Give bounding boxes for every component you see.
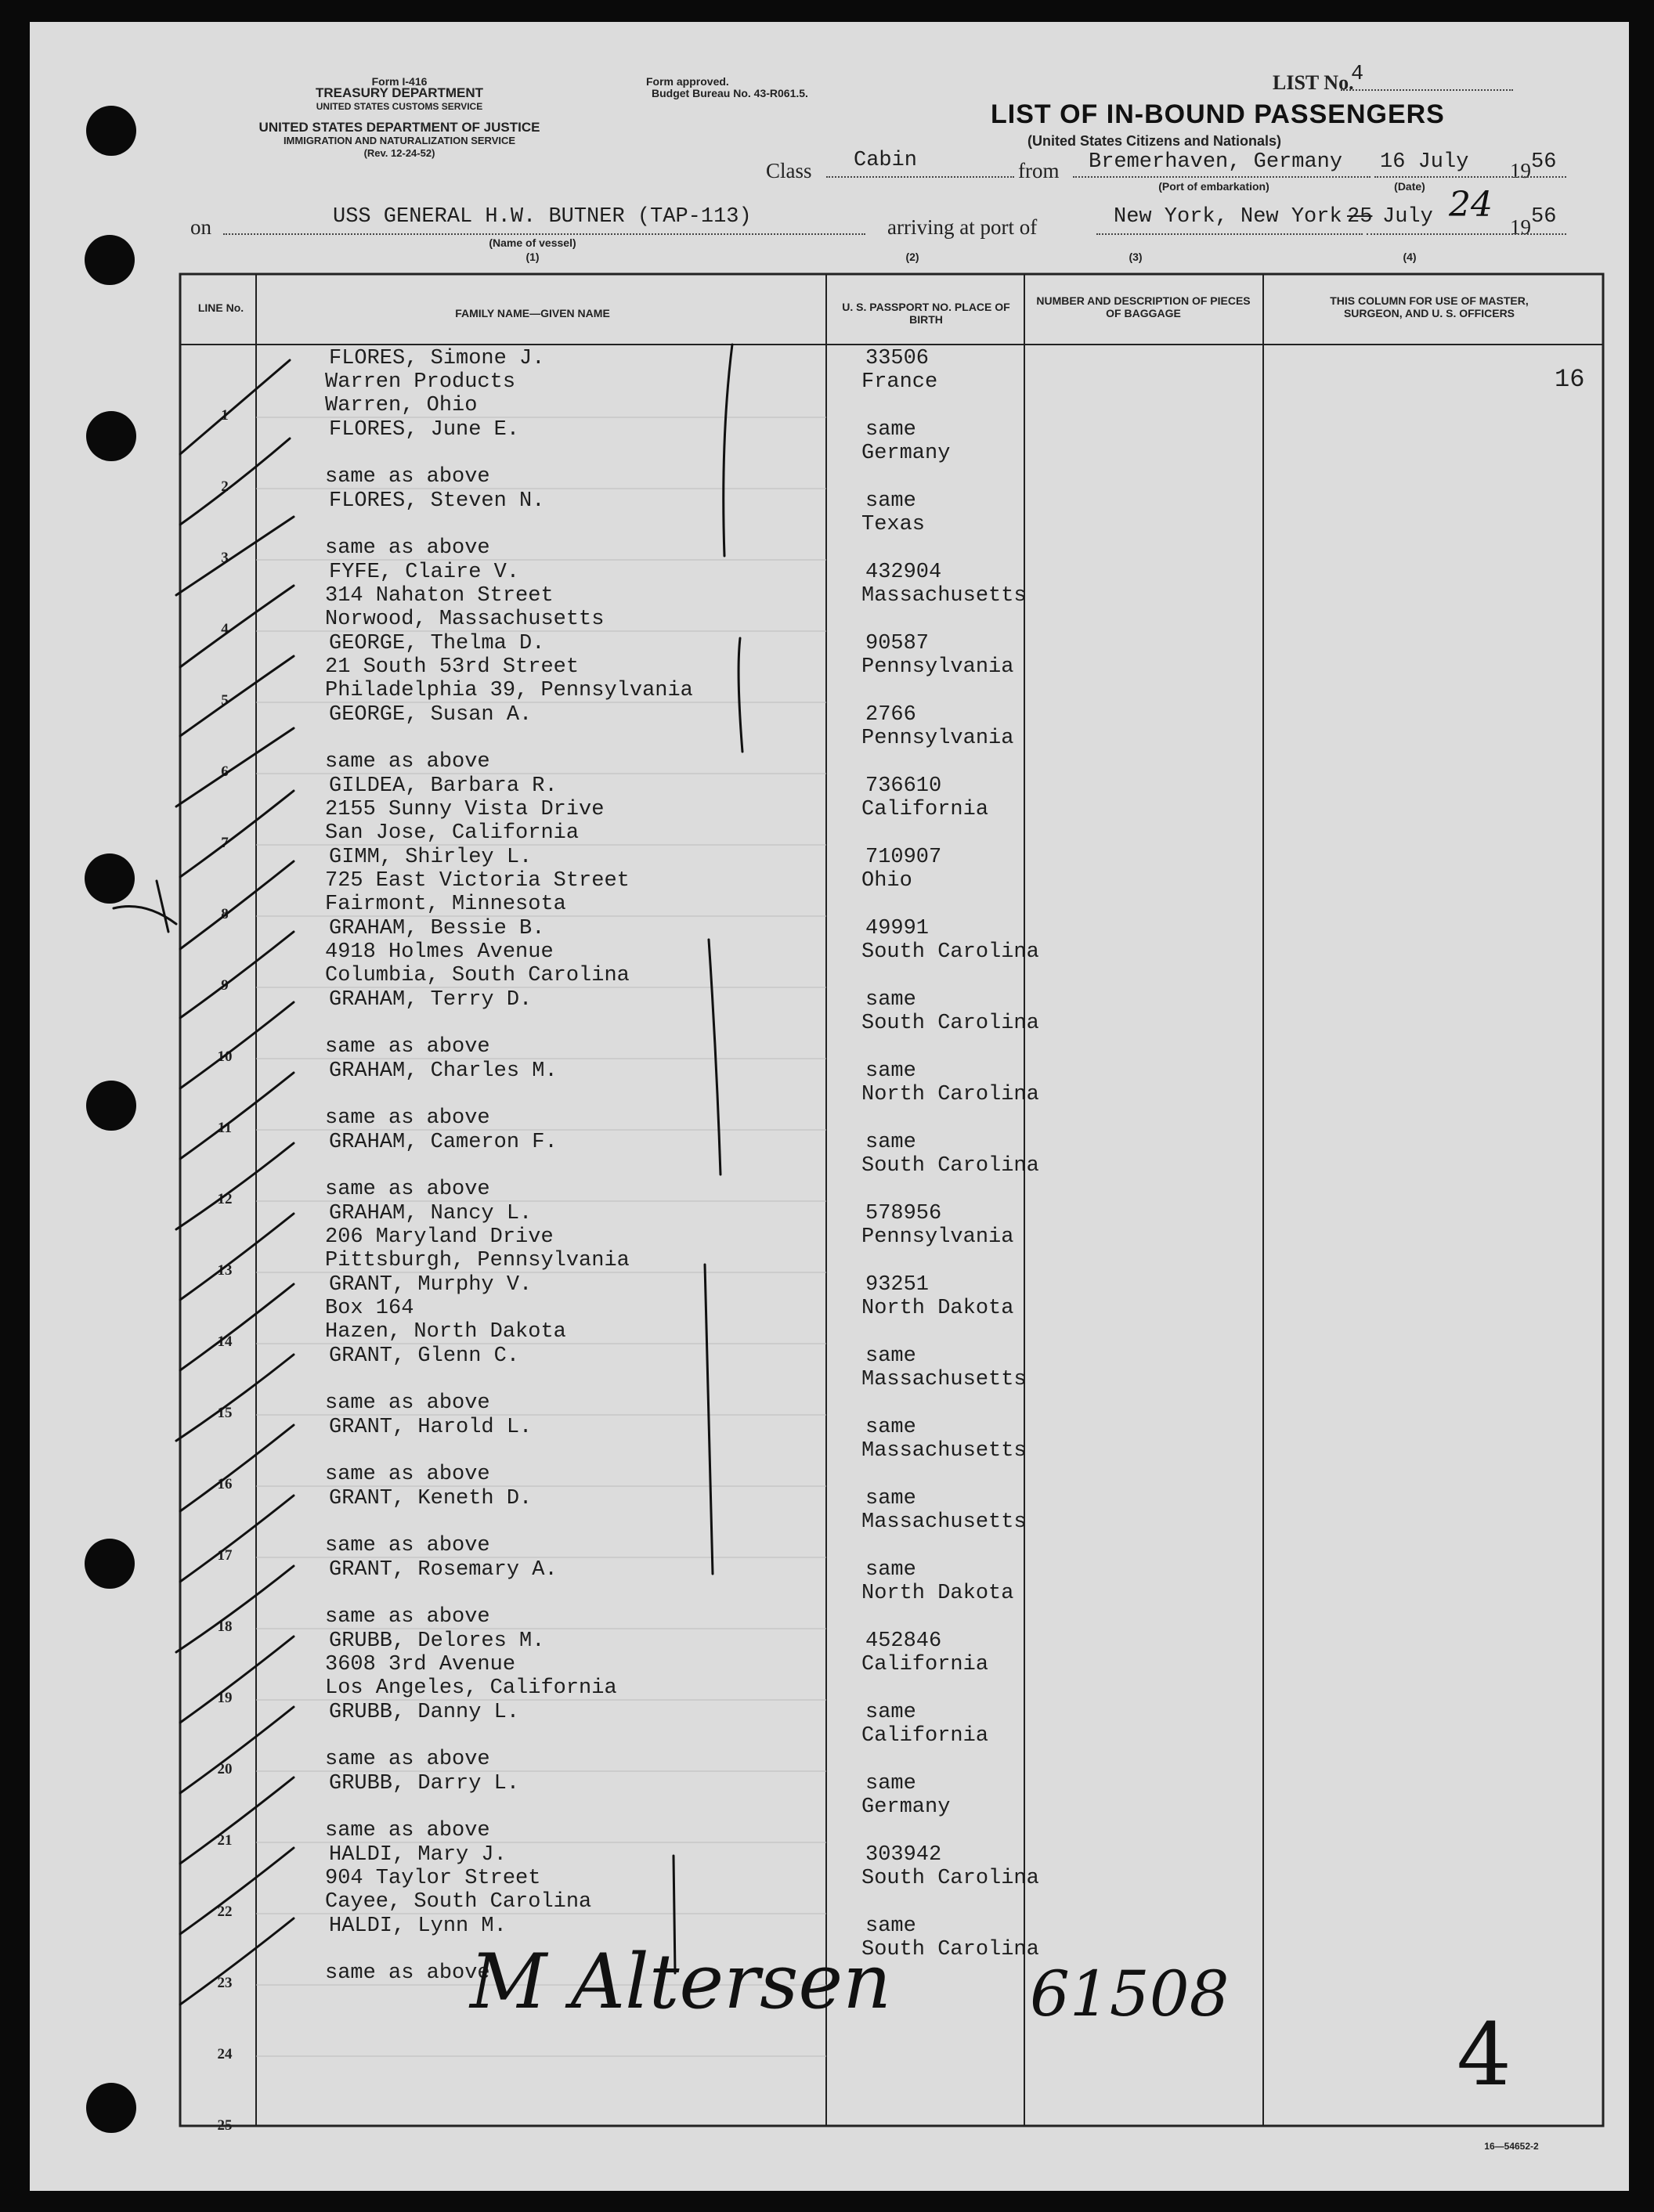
passenger-address-1: 2155 Sunny Vista Drive <box>325 798 605 821</box>
list-no-label: LIST No. <box>1273 71 1354 94</box>
place-of-birth: Massachusetts <box>861 584 1027 608</box>
line-number: 21 <box>217 1832 233 1849</box>
passenger-name: GRAHAM, Terry D. <box>329 988 533 1012</box>
place-of-birth: South Carolina <box>861 1867 1039 1890</box>
passenger-name: GRAHAM, Charles M. <box>329 1059 558 1083</box>
passenger-name: GIMM, Shirley L. <box>329 846 533 869</box>
passport-number: same <box>865 1487 916 1510</box>
place-of-birth: Massachusetts <box>861 1510 1027 1534</box>
on-label: on <box>190 215 211 239</box>
passport-number: same <box>865 418 916 442</box>
passenger-name: GEORGE, Susan A. <box>329 703 533 727</box>
passenger-name: GRANT, Glenn C. <box>329 1344 520 1368</box>
passport-number: same <box>865 489 916 513</box>
from-label: from <box>1018 159 1060 182</box>
line-number: 7 <box>221 835 229 851</box>
col-header-officers: THIS COLUMN FOR USE OF MASTER, SURGEON, AND U. S. OFFICERS <box>1330 294 1529 319</box>
passenger-address-2: Hazen, North Dakota <box>325 1320 566 1344</box>
place-of-birth: California <box>861 798 989 821</box>
col-header-passport: U. S. PASSPORT NO. PLACE OF BIRTH <box>842 301 1010 326</box>
passenger-name: FLORES, Simone J. <box>329 347 545 370</box>
line-number: 24 <box>217 2046 233 2062</box>
line-number: 20 <box>217 1761 233 1777</box>
passenger-address-1: Box 164 <box>325 1297 414 1320</box>
vessel-name: USS GENERAL H.W. BUTNER (TAP-113) <box>333 205 752 229</box>
passenger-name: GRAHAM, Nancy L. <box>329 1202 533 1225</box>
passenger-address-1: 3608 3rd Avenue <box>325 1653 516 1676</box>
passenger-name: FLORES, Steven N. <box>329 489 545 513</box>
list-no: 4 <box>1351 63 1364 86</box>
col-caption-3: (3) <box>1129 251 1143 263</box>
col-header-line-no: LINE No. <box>197 301 244 314</box>
page-title: LIST OF IN-BOUND PASSENGERS <box>991 99 1445 129</box>
class-value: Cabin <box>854 149 918 172</box>
arrival-date: July <box>1382 205 1433 229</box>
passenger-name: GEORGE, Thelma D. <box>329 632 545 655</box>
line-number: 8 <box>221 906 229 922</box>
class-label: Class <box>766 159 812 182</box>
line-number: 1 <box>221 407 229 424</box>
line-number: 15 <box>217 1405 233 1421</box>
from-year: 56 <box>1531 150 1557 174</box>
passenger-name: GRAHAM, Cameron F. <box>329 1131 558 1154</box>
line-number: 10 <box>217 1048 233 1065</box>
passport-number: same <box>865 1416 916 1439</box>
col-caption-1: (1) <box>525 251 540 263</box>
col-caption-4: (4) <box>1403 251 1417 263</box>
footer-code: 16—54652-2 <box>1484 2141 1539 2152</box>
line-number: 16 <box>217 1476 233 1492</box>
revision: (Rev. 12-24-52) <box>363 147 435 159</box>
passenger-address-2: same as above <box>325 465 490 489</box>
passenger-name: GRUBB, Danny L. <box>329 1701 520 1724</box>
passenger-address-2: Warren, Ohio <box>325 394 478 417</box>
passenger-address-2: same as above <box>325 1391 490 1415</box>
passenger-address-2: Pittsburgh, Pennsylvania <box>325 1249 630 1272</box>
passenger-address-2: same as above <box>325 1463 490 1486</box>
passenger-name: GRAHAM, Bessie B. <box>329 917 545 940</box>
line-number: 2 <box>221 478 229 495</box>
passenger-address-1: 21 South 53rd Street <box>325 655 580 679</box>
place-of-birth: Pennsylvania <box>861 727 1014 750</box>
line-number: 13 <box>217 1262 233 1279</box>
passport-number: same <box>865 1701 916 1724</box>
line-number: 11 <box>218 1120 232 1136</box>
passport-number: 432904 <box>865 561 942 584</box>
passenger-name: GRANT, Keneth D. <box>329 1487 533 1510</box>
passport-number: same <box>865 1772 916 1795</box>
arrival-port: New York, New York <box>1114 205 1342 229</box>
passenger-address-1: 904 Taylor Street <box>325 1867 541 1890</box>
line-number: 6 <box>221 763 229 780</box>
passenger-address-1: 314 Nahaton Street <box>325 584 554 608</box>
passenger-address-2: same as above <box>325 1035 490 1059</box>
passenger-address-1: 725 East Victoria Street <box>325 869 630 893</box>
passport-number: 93251 <box>865 1273 930 1297</box>
arrival-year: 56 <box>1531 205 1557 229</box>
passenger-address-2: Fairmont, Minnesota <box>325 893 566 916</box>
arrival-year-prefix: 19 <box>1510 215 1531 239</box>
budget-bureau: Budget Bureau No. 43-R061.5. <box>652 87 808 99</box>
place-of-birth: Pennsylvania <box>861 655 1014 679</box>
place-of-birth: California <box>861 1724 989 1748</box>
line-number: 22 <box>217 1903 233 1920</box>
passport-number: 49991 <box>865 917 930 940</box>
passport-number: 736610 <box>865 774 942 798</box>
passenger-name: GRUBB, Delores M. <box>329 1629 545 1653</box>
passenger-name: GRUBB, Darry L. <box>329 1772 520 1795</box>
place-of-birth: South Carolina <box>861 1012 1039 1035</box>
signature: M Altersen <box>470 1938 892 2026</box>
line-number: 19 <box>217 1690 233 1706</box>
passenger-name: GILDEA, Barbara R. <box>329 774 558 798</box>
passenger-address-1: 4918 Holmes Avenue <box>325 940 554 964</box>
passport-number: same <box>865 1344 916 1368</box>
passenger-address-2: San Jose, California <box>325 821 580 845</box>
place-of-birth: North Dakota <box>861 1297 1014 1320</box>
passenger-address-2: same as above <box>325 1178 490 1201</box>
passenger-address-2: same as above <box>325 536 490 560</box>
passenger-address-1: Warren Products <box>325 370 516 394</box>
line-number: 4 <box>221 621 229 637</box>
passenger-address-2: same as above <box>325 1819 490 1842</box>
place-of-birth: Texas <box>861 513 926 536</box>
passport-number: 303942 <box>865 1843 942 1867</box>
passenger-address-1: 206 Maryland Drive <box>325 1225 554 1249</box>
passenger-name: FLORES, June E. <box>329 418 520 442</box>
place-of-birth: Ohio <box>861 869 912 893</box>
place-of-birth: Massachusetts <box>861 1439 1027 1463</box>
passport-number: same <box>865 988 916 1012</box>
passport-number: same <box>865 1131 916 1154</box>
vessel-caption: (Name of vessel) <box>489 236 576 249</box>
passenger-address-2: Cayee, South Carolina <box>325 1890 592 1914</box>
passenger-name: GRANT, Harold L. <box>329 1416 533 1439</box>
line-number: 25 <box>217 2117 233 2134</box>
passport-number: 578956 <box>865 1202 942 1225</box>
passenger-address-2: same as above <box>325 1106 490 1130</box>
col-header-name: FAMILY NAME—GIVEN NAME <box>455 307 610 319</box>
passenger-name: HALDI, Lynn M. <box>329 1914 507 1938</box>
place-of-birth: North Carolina <box>861 1083 1039 1106</box>
passenger-address-2: same as above <box>325 750 490 774</box>
passenger-name: GRANT, Murphy V. <box>329 1273 533 1297</box>
place-of-birth: Massachusetts <box>861 1368 1027 1391</box>
form-id: Form I-416 <box>371 75 428 88</box>
place-of-birth: South Carolina <box>861 940 1039 964</box>
margin-count: 16 <box>1555 365 1585 394</box>
arrival-day-handwritten: 24 <box>1449 185 1493 225</box>
passport-number: 2766 <box>865 703 916 727</box>
passport-number: 710907 <box>865 846 942 869</box>
line-number: 23 <box>217 1975 233 1991</box>
arriving-label: arriving at port of <box>887 215 1038 239</box>
col-caption-2: (2) <box>905 251 919 263</box>
line-number: 18 <box>217 1618 233 1635</box>
passport-number: 452846 <box>865 1629 942 1653</box>
passenger-address-2: same as above <box>325 1605 490 1629</box>
page-subtitle: (United States Citizens and Nationals) <box>1027 133 1282 149</box>
customs-service: UNITED STATES CUSTOMS SERVICE <box>316 101 483 112</box>
signature-code: 61508 <box>1030 1958 1230 2030</box>
port-embarkation-caption: (Port of embarkation) <box>1158 180 1269 193</box>
line-number: 3 <box>221 550 229 566</box>
place-of-birth: Germany <box>861 442 951 465</box>
treasury-dept: TREASURY DEPARTMENT <box>315 85 484 100</box>
passport-number: same <box>865 1914 916 1938</box>
ins-service: IMMIGRATION AND NATURALIZATION SERVICE <box>283 135 516 146</box>
passenger-address-2: same as above <box>325 1534 490 1557</box>
from-year-prefix: 19 <box>1510 159 1531 182</box>
passenger-address-2: Los Angeles, California <box>325 1676 617 1700</box>
passenger-address-2: Columbia, South Carolina <box>325 964 630 987</box>
col-header-baggage: NUMBER AND DESCRIPTION OF PIECES OF BAGGAGE <box>1036 294 1251 319</box>
place-of-birth: Germany <box>861 1795 951 1819</box>
place-of-birth: South Carolina <box>861 1154 1039 1178</box>
line-number: 14 <box>217 1333 233 1350</box>
form-approved: Form approved. <box>646 75 729 88</box>
passport-number: same <box>865 1558 916 1582</box>
date-caption: (Date) <box>1394 180 1425 193</box>
passport-number: 33506 <box>865 347 930 370</box>
place-of-birth: France <box>861 370 938 394</box>
justice-dept: UNITED STATES DEPARTMENT OF JUSTICE <box>258 120 540 135</box>
page-number: 4 <box>1457 2005 1511 2105</box>
arrival-date-struck: 25 <box>1347 205 1373 229</box>
passport-number: same <box>865 1059 916 1083</box>
passenger-address-2: same as above <box>325 1961 490 1985</box>
passport-number: 90587 <box>865 632 930 655</box>
line-number: 5 <box>221 692 229 709</box>
from-port: Bremerhaven, Germany <box>1089 150 1343 174</box>
place-of-birth: California <box>861 1653 989 1676</box>
place-of-birth: North Dakota <box>861 1582 1014 1605</box>
passenger-address-2: Philadelphia 39, Pennsylvania <box>325 679 693 702</box>
place-of-birth: Pennsylvania <box>861 1225 1014 1249</box>
passenger-name: GRANT, Rosemary A. <box>329 1558 558 1582</box>
line-number: 12 <box>217 1191 233 1207</box>
place-of-birth: South Carolina <box>861 1938 1039 1961</box>
passenger-name: FYFE, Claire V. <box>329 561 520 584</box>
passenger-address-2: same as above <box>325 1748 490 1771</box>
line-number: 17 <box>217 1547 233 1564</box>
passenger-name: HALDI, Mary J. <box>329 1843 507 1867</box>
line-number: 9 <box>221 977 229 994</box>
from-date: 16 July <box>1380 150 1469 174</box>
passenger-address-2: Norwood, Massachusetts <box>325 608 605 631</box>
